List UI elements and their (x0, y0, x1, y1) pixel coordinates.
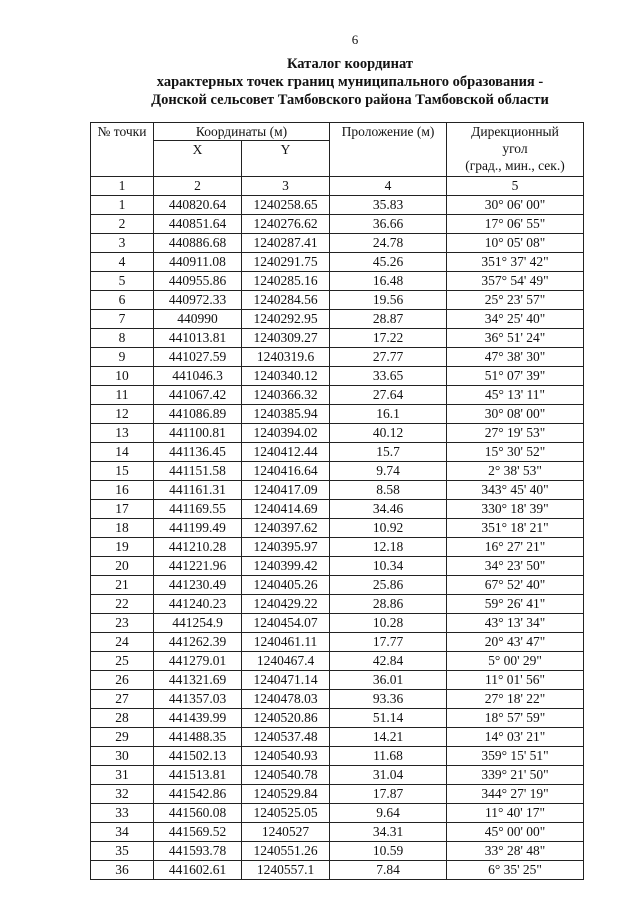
direction-angle-cell: 25° 23' 57" (447, 291, 584, 310)
direction-angle-cell: 45° 13' 11" (447, 386, 584, 405)
point-number-cell: 17 (91, 500, 154, 519)
direction-angle-cell: 14° 03' 21" (447, 728, 584, 747)
table-row (91, 538, 584, 557)
table-row (91, 766, 584, 785)
x-coordinate-cell: 441542.86 (154, 785, 242, 804)
point-number-cell: 10 (91, 367, 154, 386)
x-coordinate-cell: 441100.81 (154, 424, 242, 443)
x-coordinate-cell: 441569.52 (154, 823, 242, 842)
y-coordinate-cell: 1240414.69 (242, 500, 330, 519)
point-number-cell: 13 (91, 424, 154, 443)
y-coordinate-cell: 1240291.75 (242, 253, 330, 272)
table-row (91, 196, 584, 215)
length-cell: 93.36 (330, 690, 447, 709)
point-number-cell: 2 (91, 215, 154, 234)
direction-angle-cell: 10° 05' 08" (447, 234, 584, 253)
header-angle-line-1: Дирекционный (471, 124, 559, 139)
y-coordinate-cell: 1240309.27 (242, 329, 330, 348)
y-coordinate-cell: 1240537.48 (242, 728, 330, 747)
table-row (91, 728, 584, 747)
table-row (91, 386, 584, 405)
point-number-cell: 32 (91, 785, 154, 804)
y-coordinate-cell: 1240276.62 (242, 215, 330, 234)
x-coordinate-cell: 441086.89 (154, 405, 242, 424)
header-point-no: № точки (91, 123, 154, 177)
table-row (91, 595, 584, 614)
length-cell: 10.92 (330, 519, 447, 538)
x-coordinate-cell: 441513.81 (154, 766, 242, 785)
point-number-cell: 12 (91, 405, 154, 424)
direction-angle-cell: 34° 25' 40" (447, 310, 584, 329)
y-coordinate-cell: 1240540.78 (242, 766, 330, 785)
table-row (91, 234, 584, 253)
length-cell: 14.21 (330, 728, 447, 747)
length-cell: 15.7 (330, 443, 447, 462)
y-coordinate-cell: 1240471.14 (242, 671, 330, 690)
point-number-cell: 6 (91, 291, 154, 310)
table-row (91, 253, 584, 272)
y-coordinate-cell: 1240399.42 (242, 557, 330, 576)
length-cell: 12.18 (330, 538, 447, 557)
point-number-cell: 33 (91, 804, 154, 823)
x-coordinate-cell: 441161.31 (154, 481, 242, 500)
y-coordinate-cell: 1240417.09 (242, 481, 330, 500)
point-number-cell: 8 (91, 329, 154, 348)
x-coordinate-cell: 441221.96 (154, 557, 242, 576)
point-number-cell: 1 (91, 196, 154, 215)
direction-angle-cell: 6° 35' 25" (447, 861, 584, 880)
x-coordinate-cell: 441240.23 (154, 595, 242, 614)
direction-angle-cell: 33° 28' 48" (447, 842, 584, 861)
length-cell: 7.84 (330, 861, 447, 880)
table-row (91, 405, 584, 424)
point-number-cell: 15 (91, 462, 154, 481)
point-number-cell: 16 (91, 481, 154, 500)
x-coordinate-cell: 441027.59 (154, 348, 242, 367)
length-cell: 28.86 (330, 595, 447, 614)
y-coordinate-cell: 1240461.11 (242, 633, 330, 652)
direction-angle-cell: 351° 37' 42" (447, 253, 584, 272)
direction-angle-cell: 2° 38' 53" (447, 462, 584, 481)
y-coordinate-cell: 1240340.12 (242, 367, 330, 386)
x-coordinate-cell: 440820.64 (154, 196, 242, 215)
header-x: X (154, 141, 242, 177)
y-coordinate-cell: 1240366.32 (242, 386, 330, 405)
length-cell: 16.1 (330, 405, 447, 424)
y-coordinate-cell: 1240478.03 (242, 690, 330, 709)
point-number-cell: 36 (91, 861, 154, 880)
point-number-cell: 31 (91, 766, 154, 785)
document-title (100, 55, 600, 109)
point-number-cell: 14 (91, 443, 154, 462)
x-coordinate-cell: 441321.69 (154, 671, 242, 690)
x-coordinate-cell: 441136.45 (154, 443, 242, 462)
direction-angle-cell: 357° 54' 49" (447, 272, 584, 291)
x-coordinate-cell: 441357.03 (154, 690, 242, 709)
table-row (91, 291, 584, 310)
direction-angle-cell: 59° 26' 41" (447, 595, 584, 614)
length-cell: 17.22 (330, 329, 447, 348)
x-coordinate-cell: 441230.49 (154, 576, 242, 595)
direction-angle-cell: 11° 01' 56" (447, 671, 584, 690)
table-row (91, 861, 584, 880)
x-coordinate-cell: 440851.64 (154, 215, 242, 234)
x-coordinate-cell: 441046.3 (154, 367, 242, 386)
x-coordinate-cell: 441199.49 (154, 519, 242, 538)
y-coordinate-cell: 1240394.02 (242, 424, 330, 443)
x-coordinate-cell: 440955.86 (154, 272, 242, 291)
direction-angle-cell: 17° 06' 55" (447, 215, 584, 234)
y-coordinate-cell: 1240287.41 (242, 234, 330, 253)
length-cell: 17.77 (330, 633, 447, 652)
direction-angle-cell: 51° 07' 39" (447, 367, 584, 386)
y-coordinate-cell: 1240454.07 (242, 614, 330, 633)
point-number-cell: 4 (91, 253, 154, 272)
point-number-cell: 29 (91, 728, 154, 747)
table-row (91, 614, 584, 633)
length-cell: 27.64 (330, 386, 447, 405)
length-cell: 33.65 (330, 367, 447, 386)
length-cell: 19.56 (330, 291, 447, 310)
y-coordinate-cell: 1240557.1 (242, 861, 330, 880)
x-coordinate-cell: 440886.68 (154, 234, 242, 253)
table-row (91, 747, 584, 766)
length-cell: 40.12 (330, 424, 447, 443)
x-coordinate-cell: 440990 (154, 310, 242, 329)
length-cell: 42.84 (330, 652, 447, 671)
direction-angle-cell: 344° 27' 19" (447, 785, 584, 804)
page-number: 6 (351, 32, 359, 47)
direction-angle-cell: 27° 18' 22" (447, 690, 584, 709)
x-coordinate-cell: 441488.35 (154, 728, 242, 747)
y-coordinate-cell: 1240405.26 (242, 576, 330, 595)
direction-angle-cell: 359° 15' 51" (447, 747, 584, 766)
direction-angle-cell: 67° 52' 40" (447, 576, 584, 595)
point-number-cell: 26 (91, 671, 154, 690)
direction-angle-cell: 343° 45' 40" (447, 481, 584, 500)
length-cell: 8.58 (330, 481, 447, 500)
table-row (91, 443, 584, 462)
table-row (91, 557, 584, 576)
point-number-cell: 34 (91, 823, 154, 842)
direction-angle-cell: 330° 18' 39" (447, 500, 584, 519)
coordinates-table (90, 122, 584, 880)
point-number-cell: 25 (91, 652, 154, 671)
title-line-3: Донской сельсовет Тамбовского района Тамбовской области (151, 92, 549, 108)
y-coordinate-cell: 1240551.26 (242, 842, 330, 861)
y-coordinate-cell: 1240385.94 (242, 405, 330, 424)
table-row (91, 310, 584, 329)
x-coordinate-cell: 441169.55 (154, 500, 242, 519)
table-row (91, 709, 584, 728)
table-row (91, 576, 584, 595)
direction-angle-cell: 45° 00' 00" (447, 823, 584, 842)
direction-angle-cell: 351° 18' 21" (447, 519, 584, 538)
header-y: Y (242, 141, 330, 177)
length-cell: 10.28 (330, 614, 447, 633)
length-cell: 28.87 (330, 310, 447, 329)
y-coordinate-cell: 1240467.4 (242, 652, 330, 671)
y-coordinate-cell: 1240529.84 (242, 785, 330, 804)
column-number: 1 (91, 177, 154, 196)
length-cell: 17.87 (330, 785, 447, 804)
y-coordinate-cell: 1240258.65 (242, 196, 330, 215)
table-row (91, 652, 584, 671)
x-coordinate-cell: 441262.39 (154, 633, 242, 652)
header-direction-angle (447, 123, 584, 177)
header-angle-line-3: (град., мин., сек.) (465, 158, 565, 173)
table-row (91, 424, 584, 443)
point-number-cell: 19 (91, 538, 154, 557)
table-row (91, 272, 584, 291)
x-coordinate-cell: 441151.58 (154, 462, 242, 481)
length-cell: 16.48 (330, 272, 447, 291)
direction-angle-cell: 5° 00' 29" (447, 652, 584, 671)
direction-angle-cell: 30° 08' 00" (447, 405, 584, 424)
x-coordinate-cell: 440972.33 (154, 291, 242, 310)
x-coordinate-cell: 440911.08 (154, 253, 242, 272)
table-row (91, 462, 584, 481)
length-cell: 35.83 (330, 196, 447, 215)
title-line-2: характерных точек границ муниципального образования - (156, 74, 544, 90)
direction-angle-cell: 34° 23' 50" (447, 557, 584, 576)
length-cell: 27.77 (330, 348, 447, 367)
y-coordinate-cell: 1240397.62 (242, 519, 330, 538)
table-row (91, 348, 584, 367)
table-row (91, 690, 584, 709)
direction-angle-cell: 11° 40' 17" (447, 804, 584, 823)
point-number-cell: 30 (91, 747, 154, 766)
header-angle-line-2: угол (502, 141, 528, 156)
direction-angle-cell: 18° 57' 59" (447, 709, 584, 728)
column-number: 2 (154, 177, 242, 196)
table-row (91, 842, 584, 861)
point-number-cell: 35 (91, 842, 154, 861)
direction-angle-cell: 36° 51' 24" (447, 329, 584, 348)
column-number: 3 (242, 177, 330, 196)
length-cell: 34.31 (330, 823, 447, 842)
y-coordinate-cell: 1240429.22 (242, 595, 330, 614)
length-cell: 9.74 (330, 462, 447, 481)
table-row (91, 215, 584, 234)
length-cell: 10.59 (330, 842, 447, 861)
x-coordinate-cell: 441502.13 (154, 747, 242, 766)
length-cell: 45.26 (330, 253, 447, 272)
direction-angle-cell: 43° 13' 34" (447, 614, 584, 633)
x-coordinate-cell: 441013.81 (154, 329, 242, 348)
length-cell: 36.66 (330, 215, 447, 234)
table-row (91, 481, 584, 500)
y-coordinate-cell: 1240527 (242, 823, 330, 842)
direction-angle-cell: 47° 38' 30" (447, 348, 584, 367)
x-coordinate-cell: 441439.99 (154, 709, 242, 728)
length-cell: 24.78 (330, 234, 447, 253)
direction-angle-cell: 27° 19' 53" (447, 424, 584, 443)
column-number: 4 (330, 177, 447, 196)
x-coordinate-cell: 441210.28 (154, 538, 242, 557)
point-number-cell: 24 (91, 633, 154, 652)
x-coordinate-cell: 441602.61 (154, 861, 242, 880)
length-cell: 31.04 (330, 766, 447, 785)
direction-angle-cell: 16° 27' 21" (447, 538, 584, 557)
column-number: 5 (447, 177, 584, 196)
y-coordinate-cell: 1240520.86 (242, 709, 330, 728)
length-cell: 9.64 (330, 804, 447, 823)
length-cell: 10.34 (330, 557, 447, 576)
direction-angle-cell: 339° 21' 50" (447, 766, 584, 785)
length-cell: 25.86 (330, 576, 447, 595)
table-row (91, 785, 584, 804)
point-number-cell: 18 (91, 519, 154, 538)
header-coordinates: Координаты (м) (154, 123, 330, 141)
table-row (91, 671, 584, 690)
direction-angle-cell: 20° 43' 47" (447, 633, 584, 652)
direction-angle-cell: 30° 06' 00" (447, 196, 584, 215)
y-coordinate-cell: 1240284.56 (242, 291, 330, 310)
x-coordinate-cell: 441067.42 (154, 386, 242, 405)
point-number-cell: 20 (91, 557, 154, 576)
point-number-cell: 7 (91, 310, 154, 329)
length-cell: 34.46 (330, 500, 447, 519)
table-row (91, 519, 584, 538)
point-number-cell: 27 (91, 690, 154, 709)
x-coordinate-cell: 441254.9 (154, 614, 242, 633)
length-cell: 36.01 (330, 671, 447, 690)
table-row (91, 823, 584, 842)
title-line-1: Каталог координат (286, 56, 414, 72)
point-number-cell: 22 (91, 595, 154, 614)
y-coordinate-cell: 1240525.05 (242, 804, 330, 823)
direction-angle-cell: 15° 30' 52" (447, 443, 584, 462)
y-coordinate-cell: 1240292.95 (242, 310, 330, 329)
y-coordinate-cell: 1240319.6 (242, 348, 330, 367)
x-coordinate-cell: 441279.01 (154, 652, 242, 671)
y-coordinate-cell: 1240285.16 (242, 272, 330, 291)
point-number-cell: 5 (91, 272, 154, 291)
table-row (91, 367, 584, 386)
x-coordinate-cell: 441593.78 (154, 842, 242, 861)
table-row (91, 633, 584, 652)
y-coordinate-cell: 1240412.44 (242, 443, 330, 462)
y-coordinate-cell: 1240540.93 (242, 747, 330, 766)
column-number-row (91, 177, 584, 196)
x-coordinate-cell: 441560.08 (154, 804, 242, 823)
point-number-cell: 21 (91, 576, 154, 595)
y-coordinate-cell: 1240395.97 (242, 538, 330, 557)
point-number-cell: 28 (91, 709, 154, 728)
header-length: Проложение (м) (330, 123, 447, 177)
point-number-cell: 9 (91, 348, 154, 367)
point-number-cell: 3 (91, 234, 154, 253)
length-cell: 11.68 (330, 747, 447, 766)
point-number-cell: 23 (91, 614, 154, 633)
table-row (91, 500, 584, 519)
table-row (91, 804, 584, 823)
y-coordinate-cell: 1240416.64 (242, 462, 330, 481)
length-cell: 51.14 (330, 709, 447, 728)
point-number-cell: 11 (91, 386, 154, 405)
table-row (91, 329, 584, 348)
